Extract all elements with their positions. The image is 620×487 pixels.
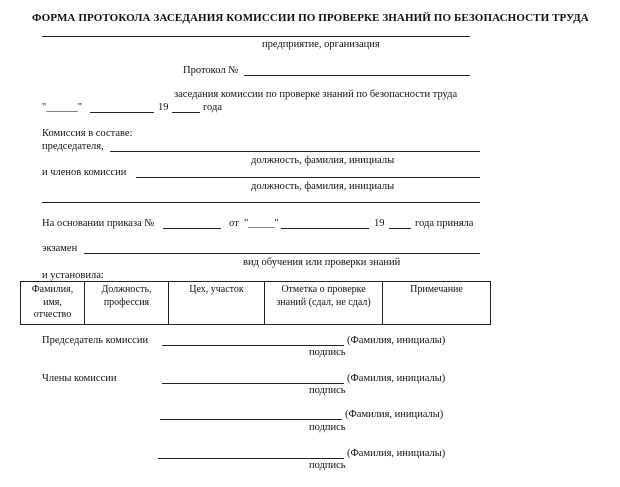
chairman-label: председателя, [42, 141, 104, 152]
members-line-extra [42, 202, 480, 203]
header-full-name: Фамилия, имя, отчество [21, 282, 85, 325]
order-year-line [389, 228, 411, 229]
member-2-signature-caption: подпись [309, 422, 346, 433]
chairman-signature-caption: подпись [309, 347, 346, 358]
order-month-line [281, 228, 369, 229]
order-day: "_____" [244, 218, 279, 229]
members-sign-label: Члены комиссии [42, 373, 117, 384]
table-header-row [21, 282, 491, 325]
protocol-number-line [244, 75, 470, 76]
members-label: и членов комиссии [42, 167, 127, 178]
header-note: Примечание [383, 282, 491, 325]
form-title: ФОРМА ПРОТОКОЛА ЗАСЕДАНИЯ КОМИССИИ ПО ПРОВЕРКЕ ЗНАНИЙ ПО БЕЗОПАСНОСТИ ТРУДА [32, 12, 589, 24]
position-caption-2: должность, фамилия, инициалы [251, 181, 395, 192]
meeting-caption: заседания комиссии по проверке знаний по безопасности труда [174, 89, 458, 100]
results-table [20, 281, 491, 325]
header-position: Должность, профессия [85, 282, 169, 325]
established-label: и установила: [42, 270, 104, 281]
date-day: "______" [42, 102, 83, 113]
date-year-line [172, 112, 200, 113]
enterprise-line [42, 36, 470, 37]
position-caption-1: должность, фамилия, инициалы [251, 155, 395, 166]
protocol-label: Протокол № [183, 65, 239, 76]
exam-label: экзамен [42, 243, 78, 254]
order-suffix: года приняла [415, 218, 474, 229]
chairman-signature-line [162, 345, 344, 346]
date-month-line [90, 112, 154, 113]
exam-caption: вид обучения или проверки знаний [243, 257, 401, 268]
order-prefix: На основании приказа № [42, 218, 155, 229]
member-1-name-hint: (Фамилия, инициалы) [347, 373, 446, 384]
order-number-line [163, 228, 221, 229]
commission-label: Комиссия в составе: [42, 128, 133, 139]
member-2-name-hint: (Фамилия, инициалы) [345, 409, 444, 420]
header-workshop: Цех, участок [169, 282, 265, 325]
member-3-signature-line [158, 458, 344, 459]
chairman-line [110, 151, 480, 152]
member-1-signature-caption: подпись [309, 385, 346, 396]
order-year-prefix: 19 [374, 218, 385, 229]
members-line [136, 177, 480, 178]
enterprise-caption: предприятие, организация [262, 39, 380, 50]
chairman-name-hint: (Фамилия, инициалы) [347, 335, 446, 346]
member-2-signature-line [160, 419, 342, 420]
member-3-signature-caption: подпись [309, 460, 346, 471]
header-check-mark: Отметка о проверке знаний (сдал, не сдал) [265, 282, 383, 325]
member-1-signature-line [162, 383, 344, 384]
chairman-sign-label: Председатель комиссии [42, 335, 149, 346]
order-from: от [229, 218, 239, 229]
date-year-prefix: 19 [158, 102, 169, 113]
member-3-name-hint: (Фамилия, инициалы) [347, 448, 446, 459]
date-suffix: года [203, 102, 222, 113]
exam-line [84, 253, 480, 254]
